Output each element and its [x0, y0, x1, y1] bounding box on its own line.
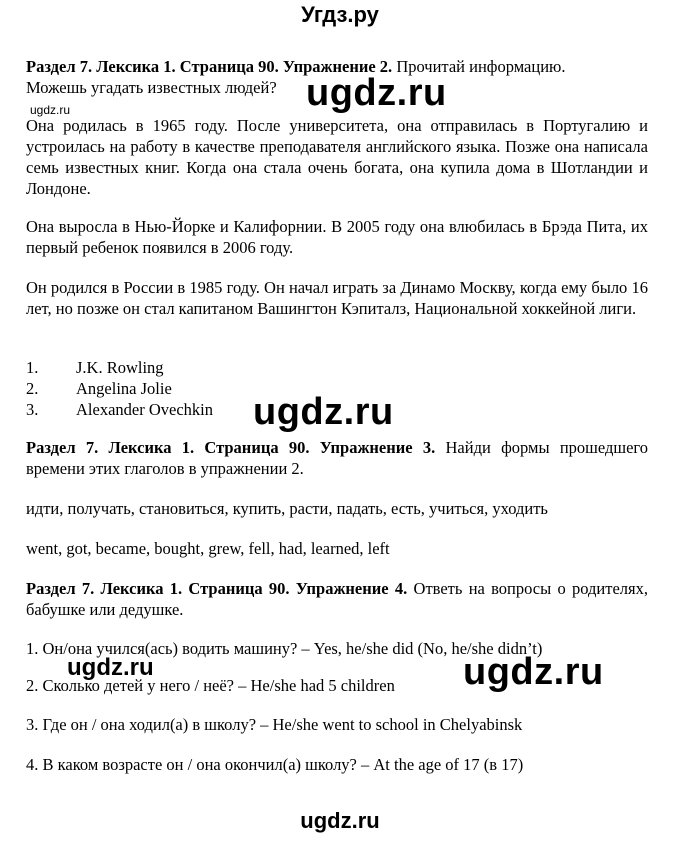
site-title: Угдз.ру [301, 2, 379, 27]
watermark: ugdz.ru [253, 391, 394, 433]
watermark-small: ugdz.ru [30, 103, 71, 117]
answer-text: J.K. Rowling [76, 358, 164, 377]
exercise-2-paragraph-2: Она выросла в Нью-Йорке и Калифорнии. В 2005 году она влюбилась в Брэда Пита, их первый ребенок появился в 2006 году. [26, 217, 648, 257]
watermark: ugdz.ru [67, 654, 154, 681]
exercise-2-paragraph-1: Она родилась в 1965 году. После университета, она отправилась в Португалию и устроилась на работу в качестве преподавателя английского языка. Позже она написала семь известных книг. Когда она стала очень богата, она купила дома в Шотландии и Лондоне. [26, 116, 648, 198]
exercise-3-verbs-en: went, got, became, bought, grew, fell, had, learned, left [26, 539, 390, 558]
exercise-3-heading: Раздел 7. Лексика 1. Страница 90. Упражнение 3. [26, 438, 436, 457]
exercise-4-heading: Раздел 7. Лексика 1. Страница 90. Упражнение 4. [26, 579, 408, 598]
watermark: ugdz.ru [306, 72, 447, 114]
exercise-3-header [26, 437, 648, 479]
exercise-4-qa-4: 4. В каком возрасте он / она окончил(а) школу? – At the age of 17 (в 17) [26, 755, 524, 774]
answer-number: 2. [26, 379, 39, 398]
exercise-3-instruction: Найди формы прошедшего времени этих глаголов в упражнении 2. [26, 438, 649, 478]
watermark: ugdz.ru [463, 651, 604, 693]
answer-item-3 [26, 399, 213, 420]
exercise-4-instruction: Ответь на вопросы о родителях, бабушке или дедушке. [26, 579, 648, 619]
exercise-4-qa-2: 2. Сколько детей у него / неё? – He/she had 5 children [26, 676, 395, 695]
exercise-4-qa-1: 1. Он/она учился(ась) водить машину? – Yes, he/she did (No, he/she didn’t) [26, 639, 543, 658]
exercise-3-verbs-ru: идти, получать, становиться, купить, расти, падать, есть, учиться, уходить [26, 499, 548, 518]
exercise-2-instruction-line2: Можешь угадать известных людей? [26, 78, 277, 97]
exercise-2-paragraph-3: Он родился в России в 1985 году. Он начал играть за Динамо Москву, когда ему было 16 лет, но позже он стал капитаном Вашингтон Кэпиталз, Национальной хоккейной лиги. [26, 278, 648, 318]
answer-item-2 [26, 378, 172, 399]
answer-number: 3. [26, 400, 39, 419]
exercise-2-heading: Раздел 7. Лексика 1. Страница 90. Упражнение 2. [26, 57, 393, 76]
exercise-2-instruction-line1: Прочитай информацию. [396, 57, 566, 76]
exercise-4-qa-3: 3. Где он / она ходил(а) в школу? – He/she went to school in Chelyabinsk [26, 715, 523, 734]
answer-number: 1. [26, 358, 39, 377]
answer-text: Alexander Ovechkin [76, 400, 213, 419]
answer-item-1 [26, 357, 164, 378]
answer-text: Angelina Jolie [76, 379, 172, 398]
footer-watermark: ugdz.ru [300, 808, 380, 833]
exercise-4-header [26, 578, 648, 620]
